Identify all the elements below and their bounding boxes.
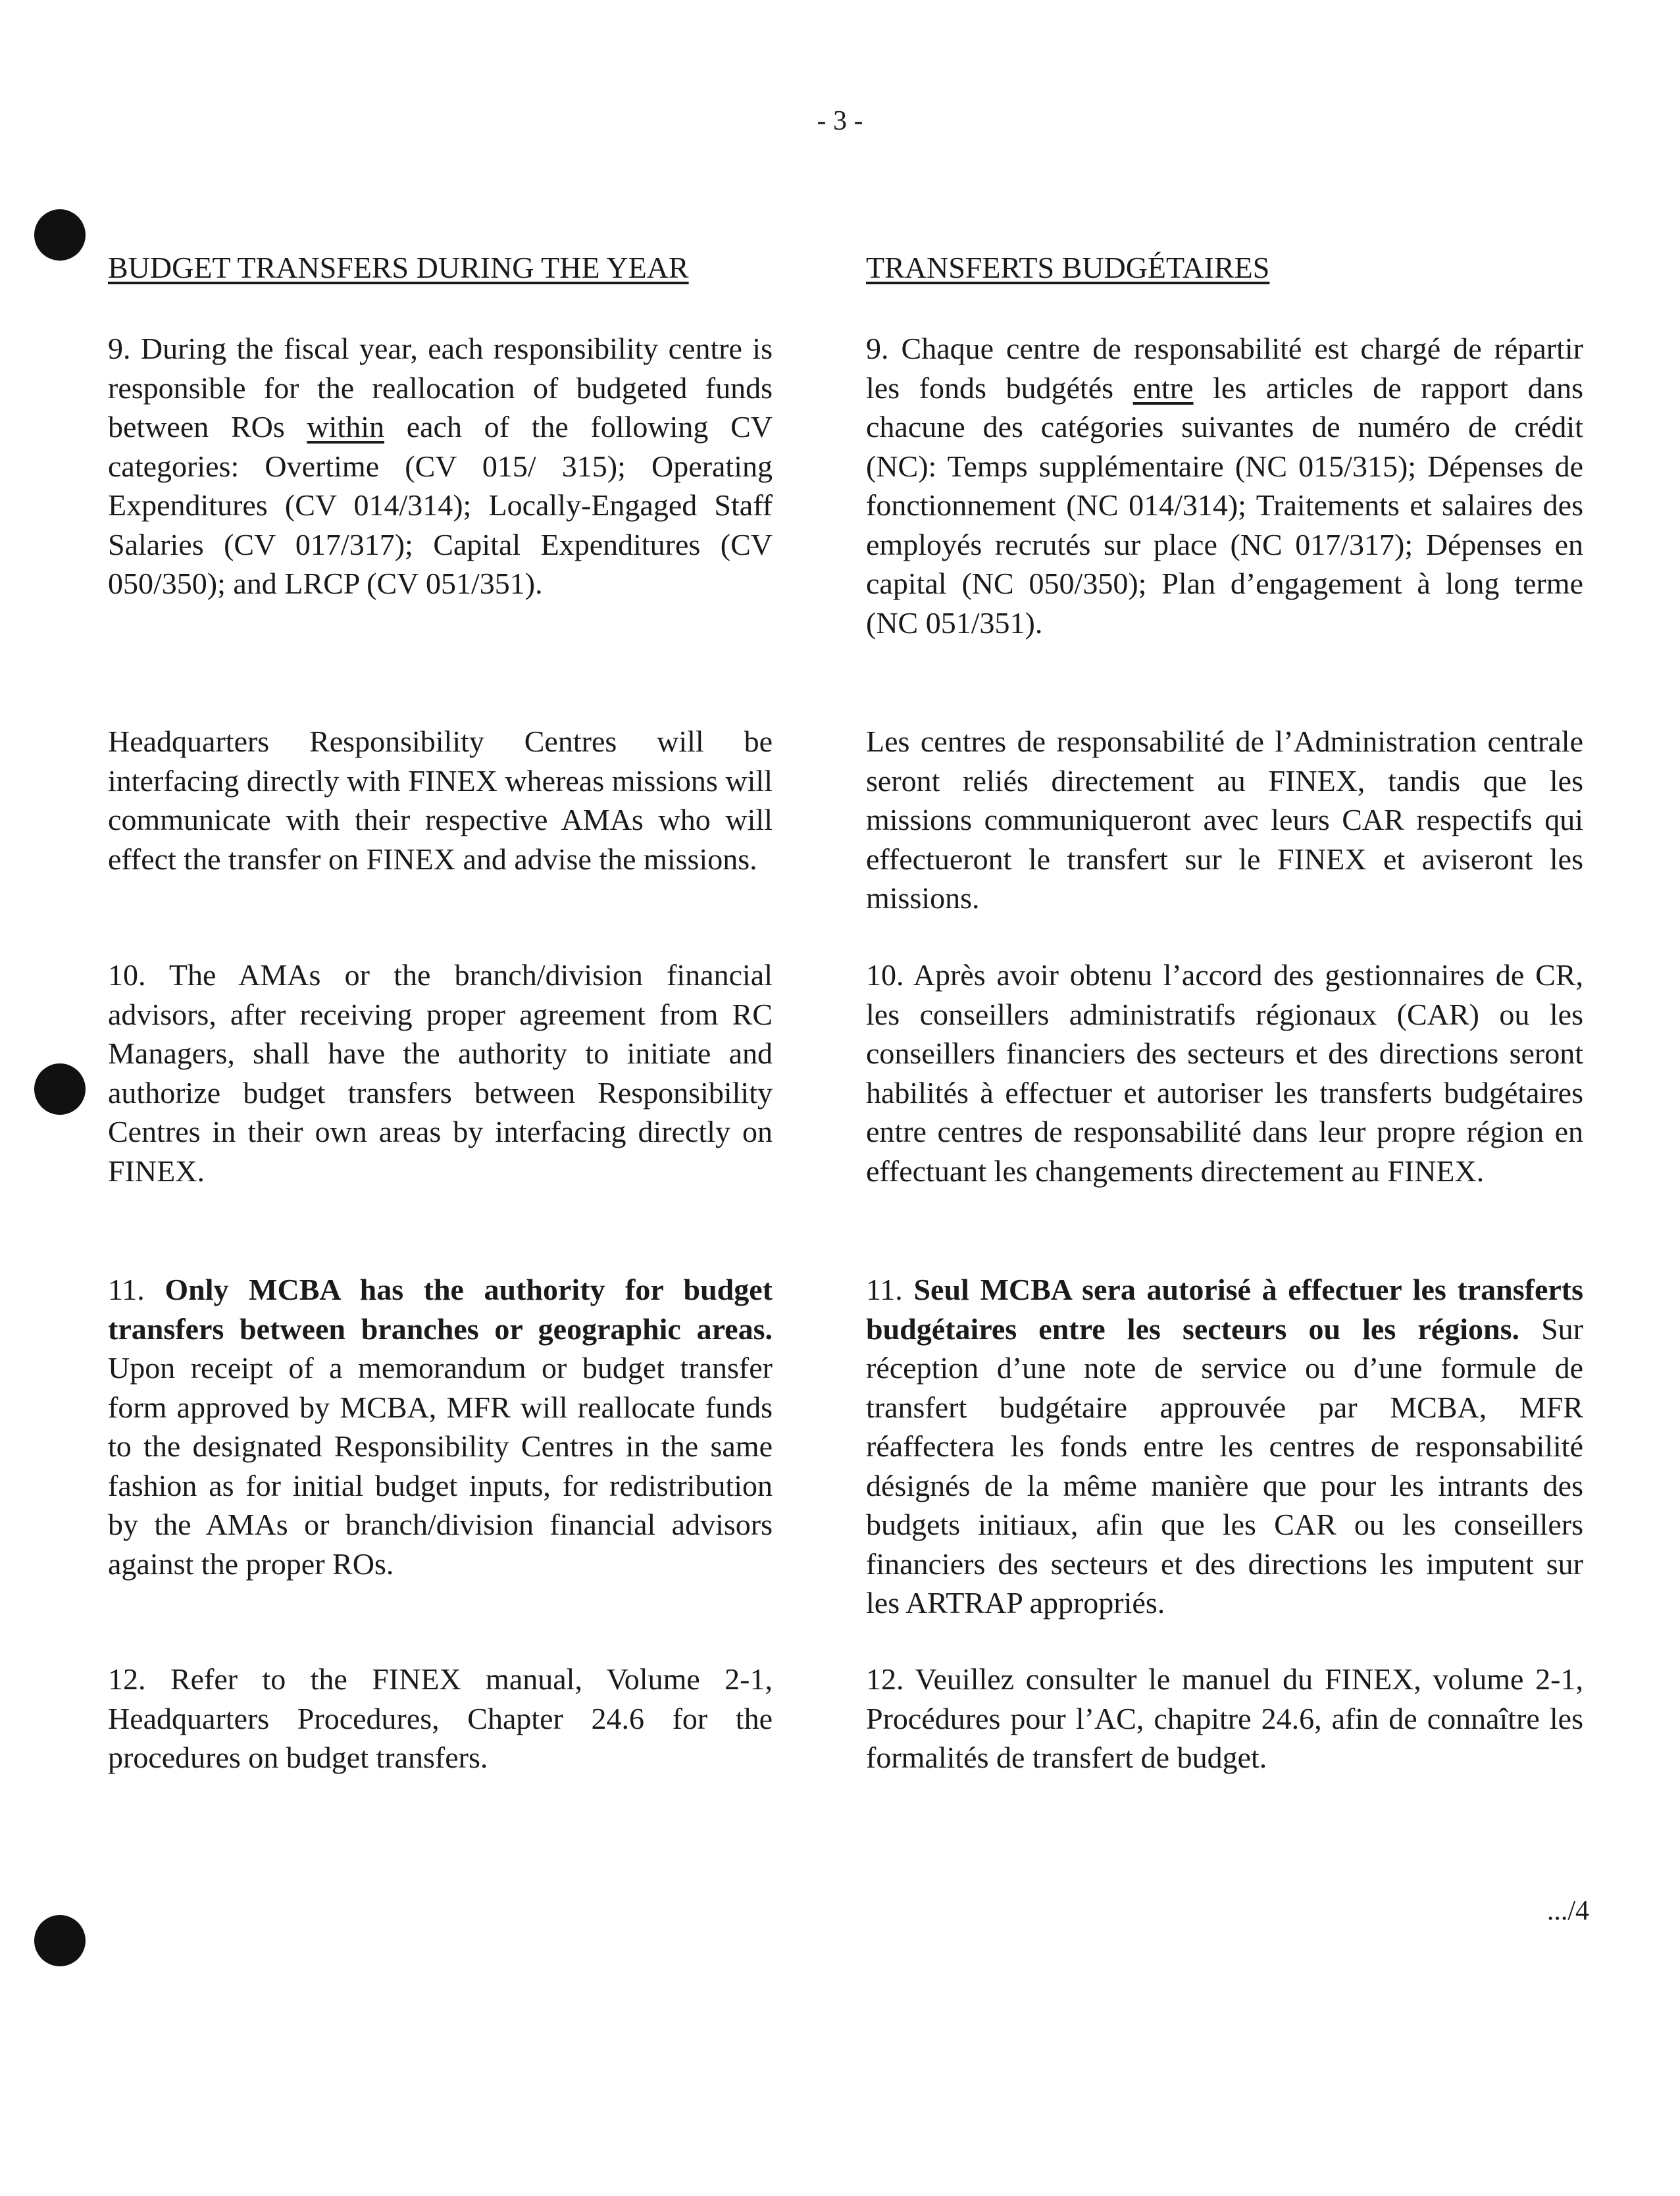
paragraph-12-en: 12. Refer to the FINEX manual, Volume 2-1, Headquarters Procedures, Chapter 24.6 for the procedures on budget transfers. bbox=[108, 1662, 773, 1774]
page-number: - 3 - bbox=[817, 106, 863, 136]
p11-fr-bold: Seul MCBA sera autorisé à effectuer les transferts budgétaires entre les secteurs ou les régions. bbox=[866, 1273, 1584, 1346]
paragraph-11-fr bbox=[866, 1270, 1583, 1623]
paragraph-9b-en: Headquarters Responsibility Centres will be interfacing directly with FINEX whereas missions will communicate with their respective AMAs who will effect the transfer on FINEX and advise the missions. bbox=[108, 725, 773, 876]
heading-french: TRANSFERTS BUDGÉTAIRES bbox=[866, 251, 1270, 284]
p9-en-text-b: each of the following CV categories: Overtime (CV 015/ 315); Operating Expenditures (CV 014/314); Locally-Engaged Staff Salaries (CV 017/317); Capital Expenditures (CV 050/350); and LRCP (CV 051/351). bbox=[108, 410, 773, 600]
p11-en-number: 11. bbox=[108, 1273, 165, 1306]
p9-fr-underlined: entre bbox=[1133, 370, 1194, 405]
heading-english: BUDGET TRANSFERS DURING THE YEAR bbox=[108, 251, 689, 284]
paragraph-10-en: 10. The AMAs or the branch/division financial advisors, after receiving proper agreement from RC Managers, shall have the authority to initiate and authorize budget transfers between Responsibility Centres in their own areas by interfacing directly on FINEX. bbox=[108, 958, 773, 1188]
p11-en-rest: Upon receipt of a memorandum or budget transfer form approved by MCBA, MFR will reallocate funds to the designated Responsibility Centres in the same fashion as for initial budget inputs, for redistribution by the AMAs or branch/division financial advisors against the proper ROs. bbox=[108, 1351, 773, 1581]
paragraph-11-en bbox=[108, 1270, 773, 1583]
punch-hole-middle bbox=[34, 1063, 86, 1115]
continued-marker: .../4 bbox=[1546, 1896, 1589, 1926]
p9-fr-text-a: 9. Chaque centre de responsabilité est chargé de répartir les fonds budgétés bbox=[866, 332, 1583, 405]
p9-fr-text-b: les articles de rapport dans chacune des catégories suivantes de numéro de crédit (NC): Temps supplémentaire (NC 015/315); Dépenses de fonctionnement (NC 014/314); Traitements et salaires des employés recrutés sur place (NC 017/317); Dépenses en capital (NC 050/350); Plan d’engagement à long terme (NC 051/351). bbox=[866, 370, 1583, 640]
p11-en-bold: Only MCBA has the authority for budget transfers between branches or geographic areas. bbox=[108, 1273, 773, 1346]
p11-fr-rest: Sur réception d’une note de service ou d’une formule de transfert budgétaire approuvée par MCBA, MFR réaffectera les fonds entre les centres de responsabilité désignés de la même manière que pour les intrants des budgets initiaux, afin que les CAR ou les conseillers financiers des secteurs et des directions les imputent sur les ARTRAP appropriés. bbox=[866, 1312, 1583, 1620]
punch-hole-bottom bbox=[34, 1915, 86, 1966]
paragraph-10-fr: 10. Après avoir obtenu l’accord des gestionnaires de CR, les conseillers administratifs régionaux (CAR) ou les conseillers financiers des secteurs et des directions seront habilités à effectuer et autoriser les transferts budgétaires entre centres de responsabilité dans leur propre région en effectuant les changements directement au FINEX. bbox=[866, 958, 1583, 1188]
paragraph-9-en bbox=[108, 329, 773, 603]
p9-en-text-a: 9. During the fiscal year, each responsibility centre is responsible for the reallocation of budgeted funds between ROs bbox=[108, 332, 773, 444]
p11-fr-number: 11. bbox=[866, 1273, 914, 1306]
punch-hole-top bbox=[34, 209, 86, 261]
p9-en-underlined: within bbox=[307, 410, 384, 444]
paragraph-9-fr bbox=[866, 329, 1583, 642]
paragraph-12-fr: 12. Veuillez consulter le manuel du FINEX, volume 2-1, Procédures pour l’AC, chapitre 24.6, afin de connaître les formalités de transfert de budget. bbox=[866, 1662, 1583, 1774]
paragraph-9b-fr: Les centres de responsabilité de l’Administration centrale seront reliés directement au FINEX, tandis que les missions communiqueront avec leurs CAR respectifs qui effectueront le transfert sur le FINEX et aviseront les missions. bbox=[866, 725, 1583, 915]
